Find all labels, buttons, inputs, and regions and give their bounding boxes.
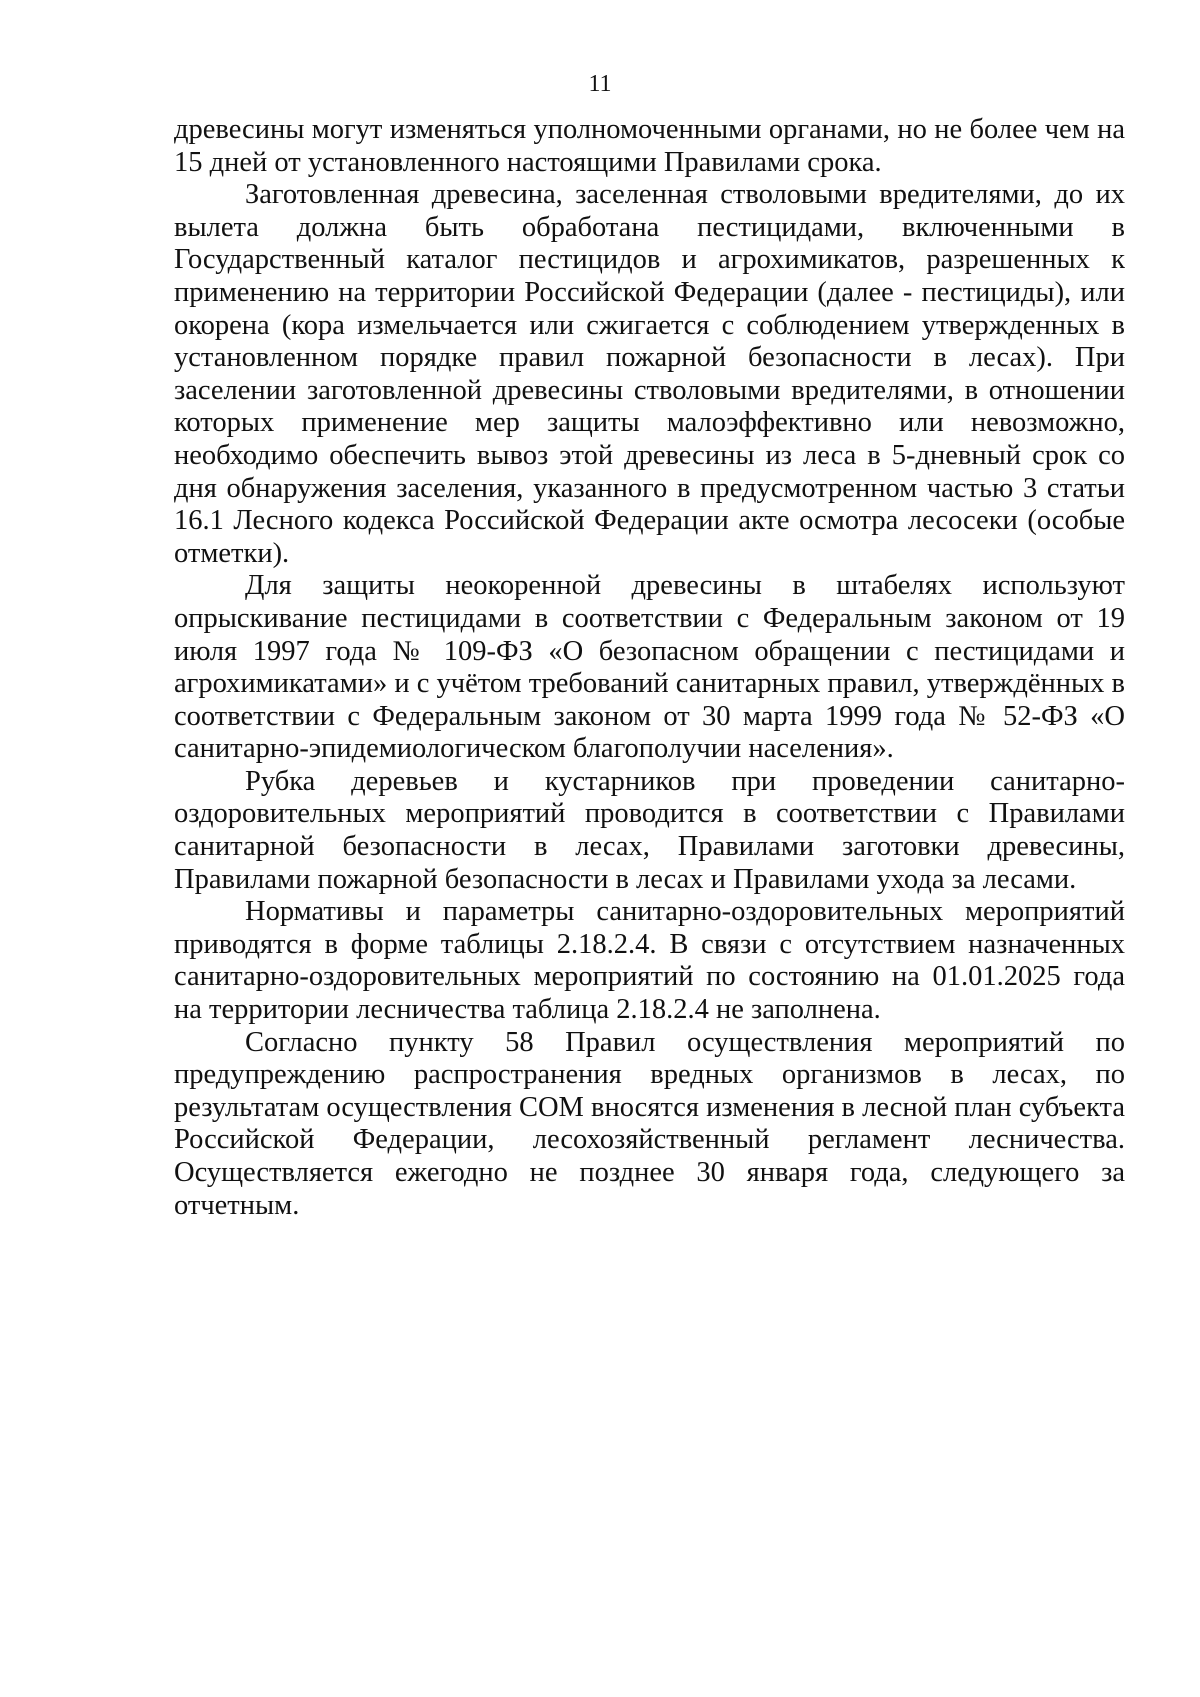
paragraph-infested-timber: Заготовленная древесина, заселенная стволовыми вредителями, до их вылета должна быть обработана пестицидами, включенными в Государственный каталог пестицидов и агрохимикатов, разрешенных к применению на территории Российской Федерации (далее - пестициды), или окорена (кора измельчается или сжигается с соблюдением утвержденных в установленном порядке правил пожарной безопасности в лесах). При заселении заготовленной древесины стволовыми вредителями, в отношении которых применение мер защиты малоэффективно или невозможно, необходимо обеспечить вывоз этой древесины из леса в 5-дневный срок со дня обнаружения заселения, указанного в предусмотренном частью 3 статьи 16.1 Лесного кодекса Российской Федерации акте осмотра лесосеки (особые отметки). bbox=[174, 179, 1125, 569]
paragraph-felling-rules: Рубка деревьев и кустарников при проведении санитарно-оздоровительных мероприятий проводится в соответствии с Правилами санитарной безопасности в лесах, Правилами заготовки древесины, Правилами пожарной безопасности в лесах и Правилами ухода за лесами. bbox=[174, 765, 1125, 895]
paragraph-continuation: древесины могут изменяться уполномоченными органами, но не более чем на 15 дней от установленного настоящими Правилами срока. bbox=[174, 114, 1125, 178]
paragraph-norms-table: Нормативы и параметры санитарно-оздоровительных мероприятий приводятся в форме таблицы 2.18.2.4. В связи с отсутствием назначенных санитарно-оздоровительных мероприятий по состоянию на 01.01.2025 года на территории лесничества таблица 2.18.2.4 не заполнена. bbox=[174, 896, 1125, 1026]
page-number: 11 bbox=[588, 71, 612, 97]
document-body bbox=[174, 114, 1125, 1222]
paragraph-forest-plan-changes: Согласно пункту 58 Правил осуществления мероприятий по предупреждению распространения вредных организмов в лесах, по результатам осуществления СОМ вносятся изменения в лесной план субъекта Российской Федерации, лесохозяйственный регламент лесничества. Осуществляется ежегодно не позднее 30 января года, следующего за отчетным. bbox=[174, 1026, 1125, 1221]
paragraph-stack-protection: Для защиты неокоренной древесины в штабелях используют опрыскивание пестицидами в соответствии с Федеральным законом от 19 июля 1997 года № 109-ФЗ «О безопасном обращении с пестицидами и агрохимикатами» и с учётом требований санитарных правил, утверждённых в соответствии с Федеральным законом от 30 марта 1999 года № 52-ФЗ «О санитарно-эпидемиологическом благополучии населения». bbox=[174, 570, 1125, 765]
